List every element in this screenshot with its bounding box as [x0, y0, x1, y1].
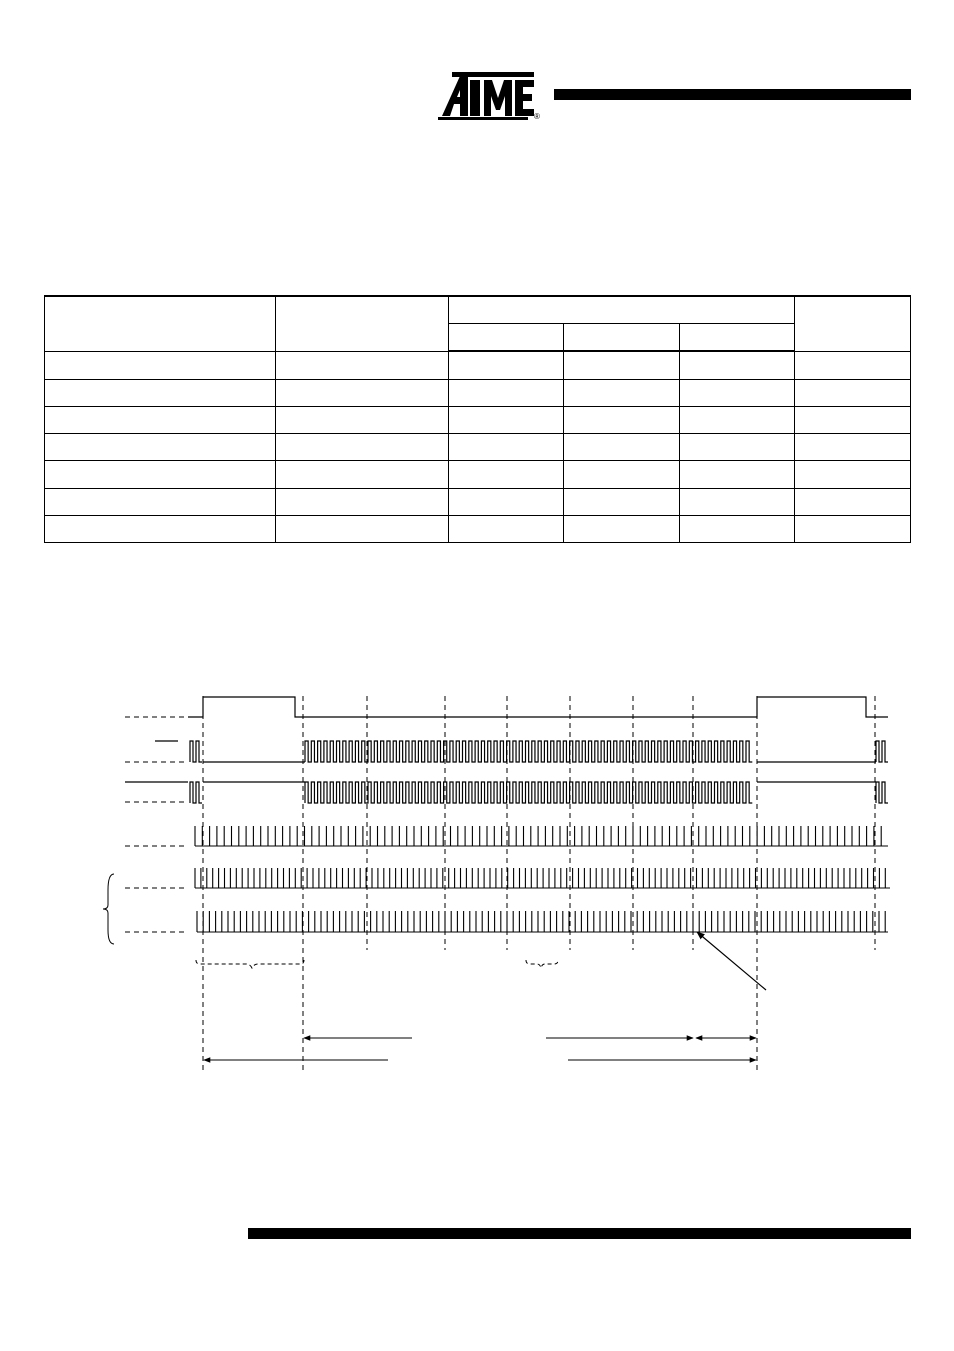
clock-trace: [876, 741, 888, 762]
table-row: [45, 434, 911, 461]
interval-brace-left: [196, 960, 304, 968]
header-cell-min: [449, 324, 564, 352]
table-row: [45, 461, 911, 488]
clock-trace: [305, 741, 752, 762]
clock-trace: [305, 782, 752, 803]
pulse-trace: [188, 697, 888, 717]
clock-trace: [190, 782, 202, 803]
footer-rule: [248, 1228, 911, 1239]
header-cell-units: [795, 296, 911, 351]
header-cell-parameter: [45, 296, 276, 351]
header-cell-condition: [276, 296, 449, 351]
table-row: [45, 515, 911, 542]
table-header-row: [45, 296, 911, 324]
waveform-4: [195, 826, 888, 846]
header-rule: [554, 89, 911, 100]
vertical-guides: [203, 696, 875, 1070]
waveform-3: [125, 782, 888, 803]
table-row: [45, 379, 911, 406]
timing-diagram: [0, 680, 954, 1080]
atmel-logo: [438, 70, 542, 120]
registered-mark: ®: [534, 112, 540, 120]
spec-table: [44, 295, 911, 543]
waveform-5: [195, 868, 890, 888]
table-row: [45, 488, 911, 515]
waveform-1: [188, 697, 888, 717]
callout-arrow: [697, 932, 766, 990]
clock-trace: [190, 741, 202, 762]
header-cell-group: [449, 296, 795, 324]
waveform-6: [197, 911, 888, 932]
table-row: [45, 406, 911, 433]
waveform-2: [155, 741, 888, 762]
header-cell-typ: [564, 324, 680, 352]
left-dashes: [125, 717, 188, 932]
interval-brace-right: [526, 960, 558, 968]
table-row: [45, 351, 911, 379]
header-cell-max: [680, 324, 795, 352]
clock-trace: [876, 782, 888, 803]
group-brace: [103, 874, 114, 944]
